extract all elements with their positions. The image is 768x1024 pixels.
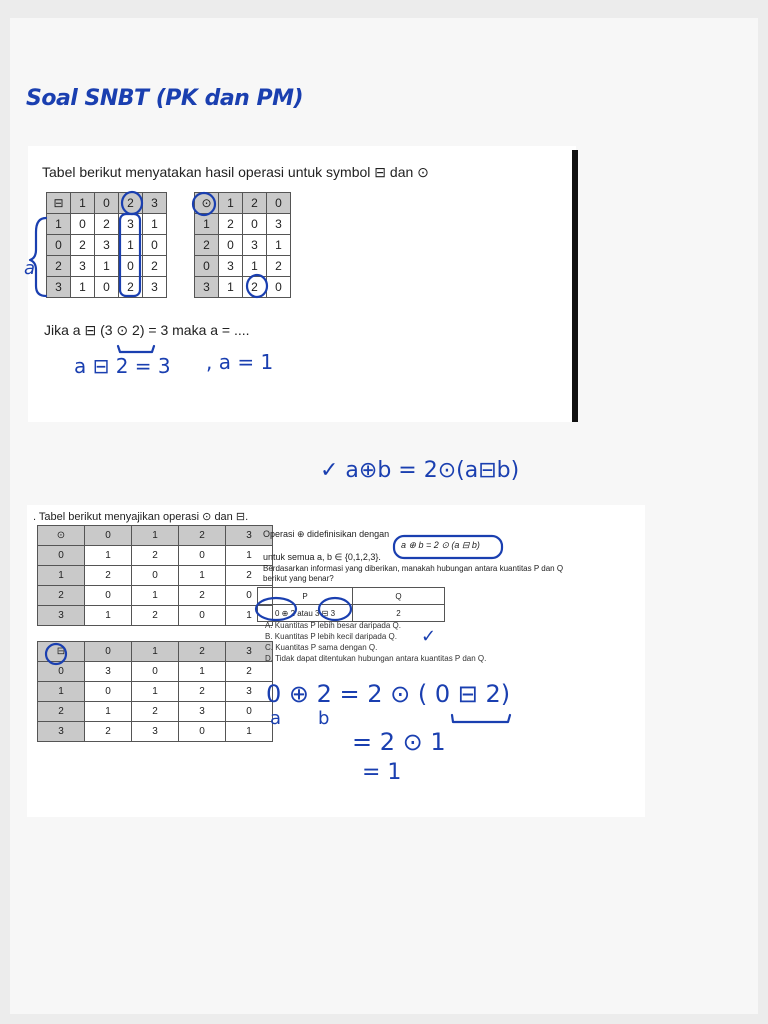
box-table-2-header-row xyxy=(38,642,273,662)
dot-table-row xyxy=(195,214,291,235)
problem-1-intro: Tabel berikut menyatakan hasil operasi untuk symbol ⊟ dan ⊙ xyxy=(42,164,429,180)
box-operation-table xyxy=(46,192,167,298)
box-table-header-cell: 1 xyxy=(71,193,95,214)
dot-table-cell: 3 xyxy=(195,277,219,298)
box-table-2-cell: 3 xyxy=(38,722,85,742)
box-table-cell: 1 xyxy=(119,235,143,256)
box-table-2-cell: 2 xyxy=(85,722,132,742)
box-table-2-cell: 0 xyxy=(132,662,179,682)
box-table-2-cell: 2 xyxy=(226,662,273,682)
box-table-cell: 0 xyxy=(71,214,95,235)
dot-table-2-cell: 0 xyxy=(132,566,179,586)
dot-table-cell: 0 xyxy=(219,235,243,256)
dot-table-2-cell: 1 xyxy=(85,546,132,566)
hand-work-equation: a ⊟ 2 = 3 xyxy=(74,354,171,378)
box-table-cell: 2 xyxy=(71,235,95,256)
box-table-cell: 2 xyxy=(47,256,71,277)
pq-table xyxy=(257,587,445,622)
dot-table-cell: 2 xyxy=(219,214,243,235)
dot-table-header-cell: ⊙ xyxy=(195,193,219,214)
box-table-2-row xyxy=(38,722,273,742)
dot-table-2-header-cell: ⊙ xyxy=(38,526,85,546)
dot-table-header-cell: 1 xyxy=(219,193,243,214)
box-table-2-row xyxy=(38,662,273,682)
dot-table-cell: 2 xyxy=(267,256,291,277)
box-table-header-cell: ⊟ xyxy=(47,193,71,214)
dot-table-2-row xyxy=(38,546,273,566)
hand-check-mark: ✓ xyxy=(421,626,437,647)
box-table-cell: 0 xyxy=(95,277,119,298)
box-table-2-cell: 1 xyxy=(85,702,132,722)
box-table-cell: 3 xyxy=(47,277,71,298)
dot-table-2-header-cell: 0 xyxy=(85,526,132,546)
problem-1-screenshot xyxy=(28,146,576,422)
dot-table-2-cell: 1 xyxy=(226,606,273,626)
pq-cell-q: 2 xyxy=(353,605,445,622)
box-table-2-cell: 1 xyxy=(132,682,179,702)
box-table-row xyxy=(47,277,167,298)
hand-var-b: b xyxy=(318,708,330,729)
box-table-row xyxy=(47,256,167,277)
dot-table-2-cell: 0 xyxy=(38,546,85,566)
box-table-2-cell: 3 xyxy=(226,682,273,702)
box-operation-table-2 xyxy=(37,641,273,742)
problem-2-intro: . Tabel berikut menyajikan operasi ⊙ dan ⊟. xyxy=(33,511,249,523)
dot-table-cell: 1 xyxy=(195,214,219,235)
dot-table-2-cell: 1 xyxy=(132,586,179,606)
box-table-cell: 3 xyxy=(95,235,119,256)
dot-table-row xyxy=(195,256,291,277)
box-table-cell: 1 xyxy=(71,277,95,298)
dot-table-2-cell: 1 xyxy=(226,546,273,566)
dot-table-2-header-cell: 2 xyxy=(179,526,226,546)
instruction-line-2: berikut yang benar? xyxy=(263,574,334,583)
box-table-header-row xyxy=(47,193,167,214)
dot-table-row xyxy=(195,235,291,256)
dot-table-cell: 3 xyxy=(243,235,267,256)
box-table-cell: 1 xyxy=(143,214,167,235)
box-table-row xyxy=(47,214,167,235)
dot-table-2-cell: 2 xyxy=(132,606,179,626)
dot-table-cell: 1 xyxy=(219,277,243,298)
problem-2-screenshot xyxy=(27,505,645,817)
box-table-cell: 3 xyxy=(119,214,143,235)
option-a: A. Kuantitas P lebih besar daripada Q. xyxy=(265,621,401,630)
dot-operation-table-2 xyxy=(37,525,273,626)
box-table-header-cell: 2 xyxy=(119,193,143,214)
hand-step-1: 0 ⊕ 2 = 2 ⊙ ( 0 ⊟ 2) xyxy=(266,680,511,708)
box-table-cell: 2 xyxy=(119,277,143,298)
dot-table-2-header-row xyxy=(38,526,273,546)
dot-table-2-row xyxy=(38,566,273,586)
box-table-2-cell: 2 xyxy=(179,682,226,702)
box-table-2-cell: 1 xyxy=(179,662,226,682)
box-table-cell: 3 xyxy=(143,277,167,298)
box-table-2-cell: 3 xyxy=(85,662,132,682)
dot-table-header-cell: 2 xyxy=(243,193,267,214)
box-table-cell: 0 xyxy=(47,235,71,256)
box-table-2-row xyxy=(38,702,273,722)
dot-table-2-cell: 0 xyxy=(179,606,226,626)
definition-formula: a ⊕ b = 2 ⊙ (a ⊟ b) xyxy=(401,540,480,550)
dot-table-cell: 0 xyxy=(195,256,219,277)
hand-formula-note: ✓ a⊕b = 2⊙(a⊟b) xyxy=(320,458,520,483)
dot-table-2-cell: 3 xyxy=(38,606,85,626)
box-table-2-cell: 1 xyxy=(38,682,85,702)
operation-definition: Operasi ⊕ didefinisikan dengan xyxy=(263,529,390,539)
dot-operation-table xyxy=(194,192,291,298)
box-table-cell: 2 xyxy=(95,214,119,235)
dot-table-cell: 3 xyxy=(267,214,291,235)
box-table-2-cell: 2 xyxy=(132,702,179,722)
dot-table-2-row xyxy=(38,606,273,626)
box-table-header-cell: 3 xyxy=(143,193,167,214)
hand-work-answer: , a = 1 xyxy=(206,350,274,374)
hand-label-a: a xyxy=(24,258,36,279)
box-table-cell: 2 xyxy=(143,256,167,277)
option-d: D. Tidak dapat ditentukan hubungan antara kuantitas P dan Q. xyxy=(265,654,487,663)
dot-table-cell: 1 xyxy=(267,235,291,256)
dot-table-2-cell: 2 xyxy=(179,586,226,606)
dot-table-2-cell: 2 xyxy=(132,546,179,566)
dot-table-cell: 1 xyxy=(243,256,267,277)
box-table-2-cell: 1 xyxy=(226,722,273,742)
box-table-2-header-cell: 0 xyxy=(85,642,132,662)
box-table-2-header-cell: 1 xyxy=(132,642,179,662)
box-table-cell: 0 xyxy=(119,256,143,277)
dot-table-header-row xyxy=(195,193,291,214)
problem-1-question: Jika a ⊟ (3 ⊙ 2) = 3 maka a = .... xyxy=(44,322,250,338)
dot-table-cell: 3 xyxy=(219,256,243,277)
hand-step-2: = 2 ⊙ 1 xyxy=(352,728,446,756)
dot-table-2-cell: 0 xyxy=(179,546,226,566)
pq-header-p: P xyxy=(258,588,353,605)
box-table-2-cell: 3 xyxy=(132,722,179,742)
domain-line: untuk semua a, b ∈ {0,1,2,3}. xyxy=(263,552,381,562)
instruction-line-1: Berdasarkan informasi yang diberikan, manakah hubungan antara kuantitas P dan Q xyxy=(263,564,564,573)
box-table-2-header-cell: ⊟ xyxy=(38,642,85,662)
box-table-row xyxy=(47,235,167,256)
hand-var-a: a xyxy=(270,708,282,729)
dot-table-2-cell: 1 xyxy=(38,566,85,586)
dot-table-2-header-cell: 1 xyxy=(132,526,179,546)
box-table-cell: 1 xyxy=(47,214,71,235)
box-table-2-header-cell: 3 xyxy=(226,642,273,662)
box-table-2-cell: 0 xyxy=(38,662,85,682)
box-table-header-cell: 0 xyxy=(95,193,119,214)
option-c: C. Kuantitas P sama dengan Q. xyxy=(265,643,378,652)
dot-table-cell: 2 xyxy=(195,235,219,256)
dot-table-2-cell: 2 xyxy=(226,566,273,586)
pq-header-q: Q xyxy=(353,588,445,605)
dot-table-2-cell: 0 xyxy=(226,586,273,606)
dot-table-2-cell: 1 xyxy=(179,566,226,586)
hand-step-3: = 1 xyxy=(362,760,402,785)
box-table-cell: 0 xyxy=(143,235,167,256)
box-table-2-cell: 3 xyxy=(179,702,226,722)
dot-table-cell: 0 xyxy=(243,214,267,235)
box-table-2-cell: 0 xyxy=(179,722,226,742)
dot-table-2-row xyxy=(38,586,273,606)
box-table-2-row xyxy=(38,682,273,702)
option-b: B. Kuantitas P lebih kecil daripada Q. xyxy=(265,632,397,641)
pq-cell-p: 0 ⊕ 2 atau 3 ⊟ 3 xyxy=(258,605,353,622)
dot-table-header-cell: 0 xyxy=(267,193,291,214)
box-table-cell: 3 xyxy=(71,256,95,277)
box-table-2-header-cell: 2 xyxy=(179,642,226,662)
dot-table-2-cell: 2 xyxy=(85,566,132,586)
dot-table-2-header-cell: 3 xyxy=(226,526,273,546)
dot-table-cell: 2 xyxy=(243,277,267,298)
box-table-cell: 1 xyxy=(95,256,119,277)
box-table-2-cell: 0 xyxy=(226,702,273,722)
dot-table-2-cell: 2 xyxy=(38,586,85,606)
dot-table-2-cell: 1 xyxy=(85,606,132,626)
dot-table-cell: 0 xyxy=(267,277,291,298)
dot-table-2-cell: 0 xyxy=(85,586,132,606)
page-heading: Soal SNBT (PK dan PM) xyxy=(26,86,304,111)
dot-table-row xyxy=(195,277,291,298)
box-table-2-cell: 2 xyxy=(38,702,85,722)
panel-edge-bar xyxy=(572,150,578,422)
box-table-2-cell: 0 xyxy=(85,682,132,702)
